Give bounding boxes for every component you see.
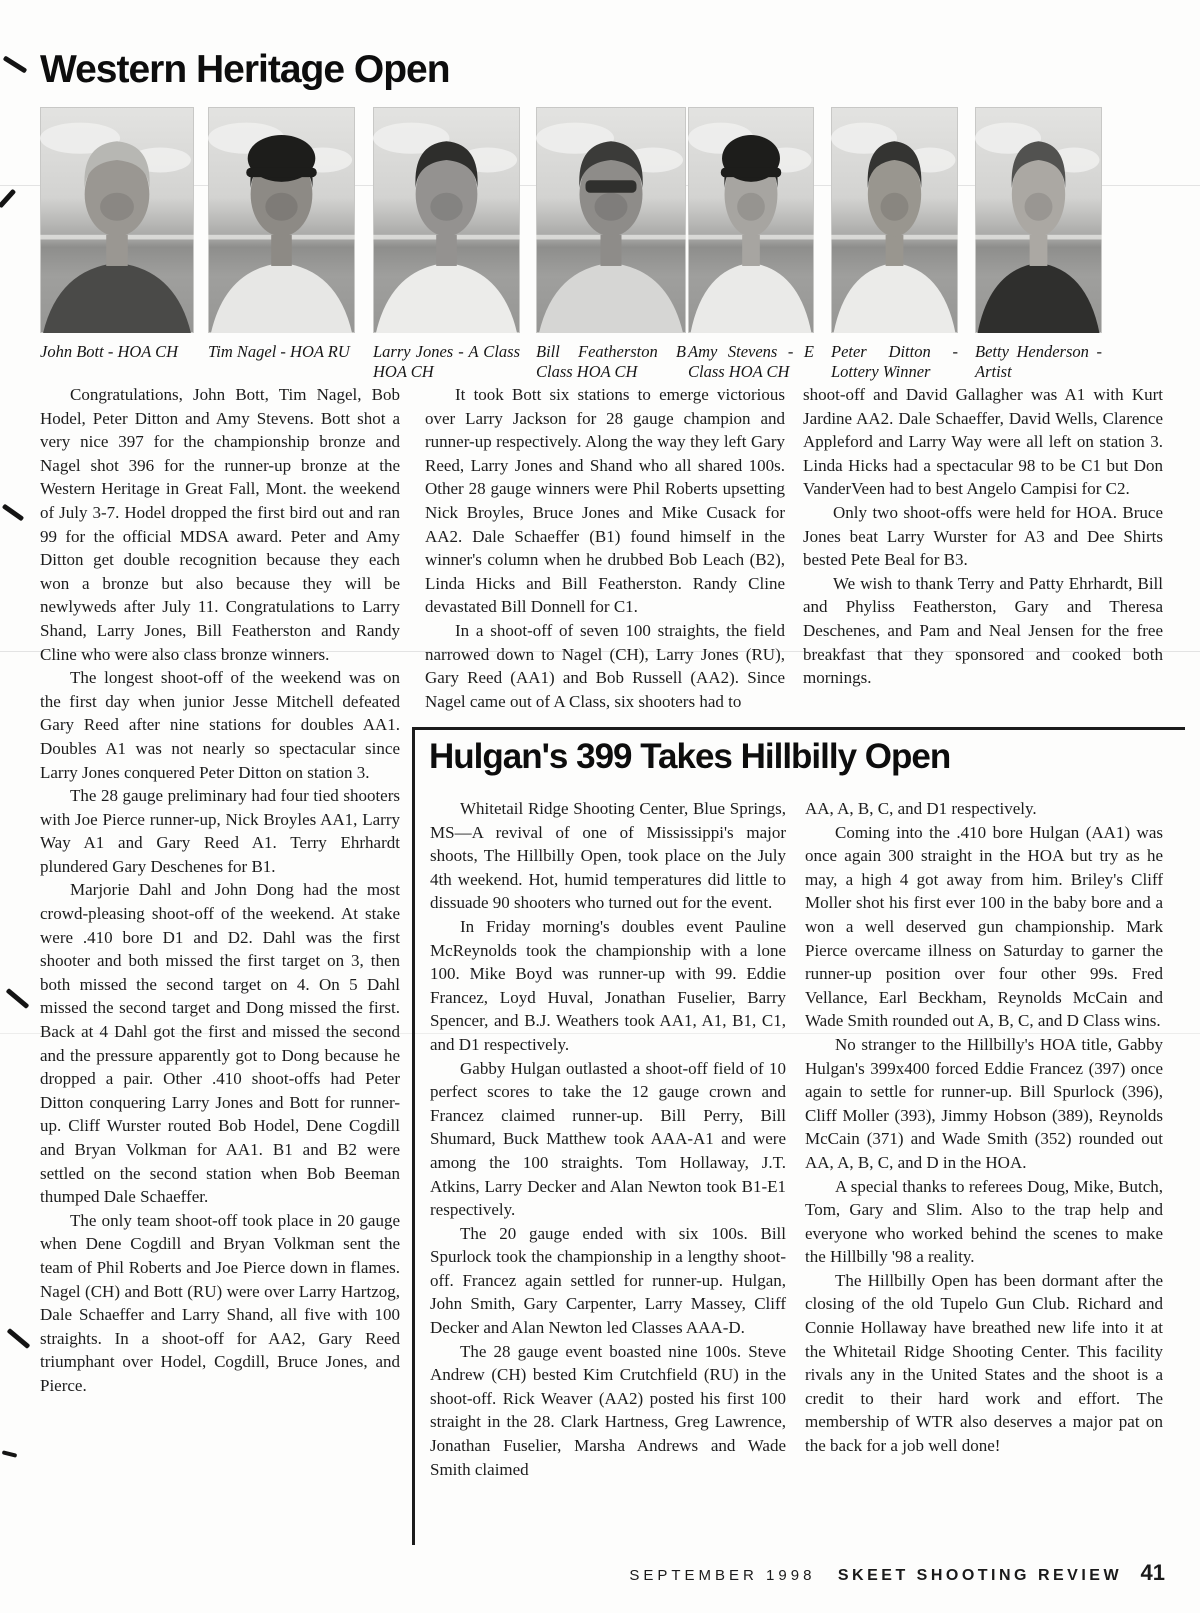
photo-caption: Peter Ditton - Lottery Winner: [831, 342, 958, 381]
footer-issue-date: SEPTEMBER 1998: [629, 1567, 816, 1584]
photo-amy-stevens: [688, 107, 814, 382]
paragraph: No stranger to the Hillbilly's HOA title, Gabby Hulgan's 399x400 forced Eddie Francez (397) once again to settle for runner-up. Bill Spurlock (396), Cliff Moller (393), Jimmy Hobson (389), Reynolds McCain (371) and Wade Smith (352) rounded out AA, A, B, C, and D in the HOA.: [805, 1034, 1163, 1172]
paragraph: The 20 gauge ended with six 100s. Bill Spurlock took the championship in a lengthy shoot-off. Francez again settled for runner-up. Hulgan, John Smith, Gary Carpenter, Larry Massey, Cliff Decker and Alan Newton led Classes AAA-D.: [430, 1223, 786, 1338]
photo-betty-henderson: [975, 107, 1102, 382]
article2-column-2: [805, 797, 1163, 1458]
scan-mark: [2, 1450, 18, 1458]
scan-mark: [6, 988, 30, 1009]
scan-mark: [0, 189, 16, 209]
paragraph: shoot-off and David Gallagher was A1 with Kurt Jardine AA2. Dale Schaeffer, David Wells, Clarence Appleford and Larry Way were all left on station 3. Linda Hicks had a spectacular 98 to be C1 but Don VanderVeen had to best Angelo Campisi for C2.: [803, 385, 1163, 499]
paragraph: The longest shoot-off of the weekend was on the first day when junior Jesse Mitchell defeated Gary Reed after nine stations for doubles AA1. Doubles A1 was not nearly so spectacular since Larry Jones conquered Peter Ditton on station 3.: [40, 668, 400, 782]
portrait-image: [40, 107, 194, 333]
portrait-image: [831, 107, 958, 333]
portrait-image: [975, 107, 1102, 333]
paragraph: Gabby Hulgan outlasted a shoot-off field of 10 perfect scores to take the 12 gauge crown and Francez claimed runner-up. Bill Perry, Bill Shumard, Buck Matthew took AAA-A1 and were among the 100 straights. Tom Hollaway, J.T. Atkins, Larry Decker and Alan Newton took B1-E1 respectively.: [430, 1058, 786, 1220]
footer-page-number: 41: [1140, 1560, 1165, 1585]
paragraph: The Hillbilly Open has been dormant after the closing of the old Tupelo Gun Club. Richard and Connie Hollaway have breathed new life into it at the Whitetail Ridge Shooting Center. This facility rivals any in the United States and the shoot is a credit to their hard work and effort. The membership of WTR also deserves a major pat on the back for a job well done!: [805, 1270, 1163, 1456]
portrait-silhouette: [373, 107, 520, 333]
portrait-silhouette: [208, 107, 355, 333]
portrait-image: [536, 107, 686, 333]
article1-column-1: [40, 383, 400, 1398]
scan-mark: [3, 55, 28, 73]
article2-title: Hulgan's 399 Takes Hillbilly Open: [429, 737, 951, 776]
paragraph: Coming into the .410 bore Hulgan (AA1) was once again 300 straight in the HOA but try as he may, a high 4 got away from him. Briley's Cliff Moller shot his first ever 100 in the baby bore and a won a well deserved gun championship. Mark Pierce overcame illness on Saturday to garner the runner-up position over four other 99s. Fred Vellance, Earl Beckham, Reynolds McCain and Wade Smith rounded out A, B, C, and D Class wins.: [805, 822, 1163, 1031]
scan-mark: [7, 1328, 31, 1349]
portrait-image: [688, 107, 814, 333]
portrait-image: [373, 107, 520, 333]
portrait-silhouette: [40, 107, 194, 333]
paragraph: The 28 gauge preliminary had four tied shooters with Joe Pierce runner-up, Nick Broyles AA1, Larry Way A1 and Gary Reed A1. Terry Ehrhardt plundered Gary Deschenes for B1.: [40, 786, 400, 876]
photo-peter-ditton: [831, 107, 958, 382]
paragraph: Congratulations, John Bott, Tim Nagel, Bob Hodel, Peter Ditton and Amy Stevens. Bott shot a very nice 397 for the championship bronze and Nagel shot 396 for the runner-up bronze at the Western Heritage in Great Fall, Mont. the weekend of July 3-7. Hodel dropped the first bird out and ran 99 for the official MDSA award. Peter and Amy Ditton get double recognition because they each won a bronze but also because they will be newlyweds after July 11. Congratulations to Larry Shand, Larry Jones, Bill Featherston and Randy Cline who were also class bronze winners.: [40, 385, 400, 664]
photo-caption: Amy Stevens - E Class HOA CH: [688, 342, 814, 381]
paragraph: In a shoot-off of seven 100 straights, the field narrowed down to Nagel (CH), Larry Jones (RU), Gary Reed (AA1) and Bob Russell (AA2). Since Nagel came out of A Class, six shooters had to: [425, 620, 785, 711]
article2-left-rule: [412, 727, 415, 1545]
paragraph: It took Bott six stations to emerge victorious over Larry Jackson for 28 gauge champion and runner-up respectively. Along the way they left Gary Reed, Larry Jones and Shand who all shared 100s. Other 28 gauge winners were Phil Roberts upsetting Nick Broyles, Bruce Jones and Mike Cusack for AA2. Dale Schaeffer (B1) found himself in the winner's column when he drubbed Bob Leach (B2), Linda Hicks and Bill Featherston. Randy Cline devastated Bill Donnell for C1.: [425, 385, 785, 617]
paragraph: The 28 gauge event boasted nine 100s. Steve Andrew (CH) bested Kim Crutchfield (RU) in the shoot-off. Rick Weaver (AA2) posted his first 100 straight in the 28. Clark Hartness, Greg Lawrence, Jonathan Fuselier, Marsha Andrews and Wade Smith claimed: [430, 1341, 786, 1479]
portrait-silhouette: [975, 107, 1102, 333]
paragraph: Marjorie Dahl and John Dong had the most crowd-pleasing shoot-off of the weekend. At stake were .410 bore D1 and D2. Dahl was the first shooter and both missed the first target on 3, then both missed the second target on 4. On 5 Dahl missed the second target and Dong missed the first. Back at 4 Dahl got the first and missed the second and the pressure apparently got to Dong because he dropped a pair. Other .410 shoot-offs had Peter Ditton conquering Larry Jones and Bott for runner-up. Cliff Wurster routed Bob Hodel, Dene Cogdill and Bryan Volkman for AA1. B1 and B2 were settled on the second station when Bob Beeman thumped Dale Schaeffer.: [40, 880, 400, 1207]
portrait-silhouette: [688, 107, 814, 333]
page-footer: [400, 1560, 1165, 1586]
article1-column-2: [425, 383, 785, 713]
paragraph: A special thanks to referees Doug, Mike, Butch, Tom, Gary and Slim. Also to the trap help and everyone who worked behind the scenes to make the Hillbilly '98 a reality.: [805, 1176, 1163, 1267]
portrait-silhouette: [831, 107, 958, 333]
article2-column-1: [430, 797, 786, 1481]
paragraph: The only team shoot-off took place in 20 gauge when Dene Cogdill and Bryan Volkman sent the team of Phil Roberts and Joe Pierce down in flames. Nagel (CH) and Bott (RU) were over Larry Hartzog, Dale Schaeffer and Larry Shand, all five with 100 straights. In a shoot-off for AA2, Gary Reed triumphant over Hodel, Cogdill, Bruce Jones, and Pierce.: [40, 1210, 400, 1395]
article2-top-rule: [412, 727, 1185, 730]
scan-mark: [2, 504, 25, 522]
photo-tim-nagel: [208, 107, 355, 362]
photo-caption: John Bott - HOA CH: [40, 342, 179, 361]
photo-caption: Larry Jones - A Class HOA CH: [373, 342, 520, 381]
photo-john-bott: [40, 107, 194, 362]
photo-larry-jones: [373, 107, 520, 382]
paragraph: We wish to thank Terry and Patty Ehrhardt, Bill and Phyliss Featherston, Gary and Theresa Deschenes, and Pam and Neal Jensen for the free breakfast that they sponsored and cooked both mornings.: [803, 573, 1163, 688]
photo-caption: Betty Henderson - Artist: [975, 342, 1102, 381]
paragraph: Whitetail Ridge Shooting Center, Blue Springs, MS—A revival of one of Mississippi's major shoots, The Hillbilly Open, took place on the July 4th weekend. Hot, humid temperatures did little to dissuade 90 shooters who turned out for the event.: [430, 799, 786, 913]
paragraph: AA, A, B, C, and D1 respectively.: [805, 799, 1037, 818]
paragraph: In Friday morning's doubles event Pauline McReynolds took the championship with a lone 100. Mike Boyd was runner-up with 99. Eddie Francez, Loyd Huval, Jonathan Fuselier, Barry Spencer, and B.J. Weathers took AA1, A1, B1, C1, and D1 respectively.: [430, 916, 786, 1054]
paragraph: Only two shoot-offs were held for HOA. Bruce Jones beat Larry Wurster for A3 and Dee Shirts bested Pete Beal for B3.: [803, 502, 1163, 570]
footer-magazine-name: SKEET SHOOTING REVIEW: [837, 1567, 1123, 1584]
photo-caption: Tim Nagel - HOA RU: [208, 342, 350, 361]
photo-bill-featherston: [536, 107, 686, 382]
article1-column-3: [803, 383, 1163, 690]
photo-caption: Bill Featherston B Class HOA CH: [536, 342, 686, 381]
portrait-silhouette: [536, 107, 686, 333]
article1-title: Western Heritage Open: [40, 48, 450, 91]
portrait-image: [208, 107, 355, 333]
